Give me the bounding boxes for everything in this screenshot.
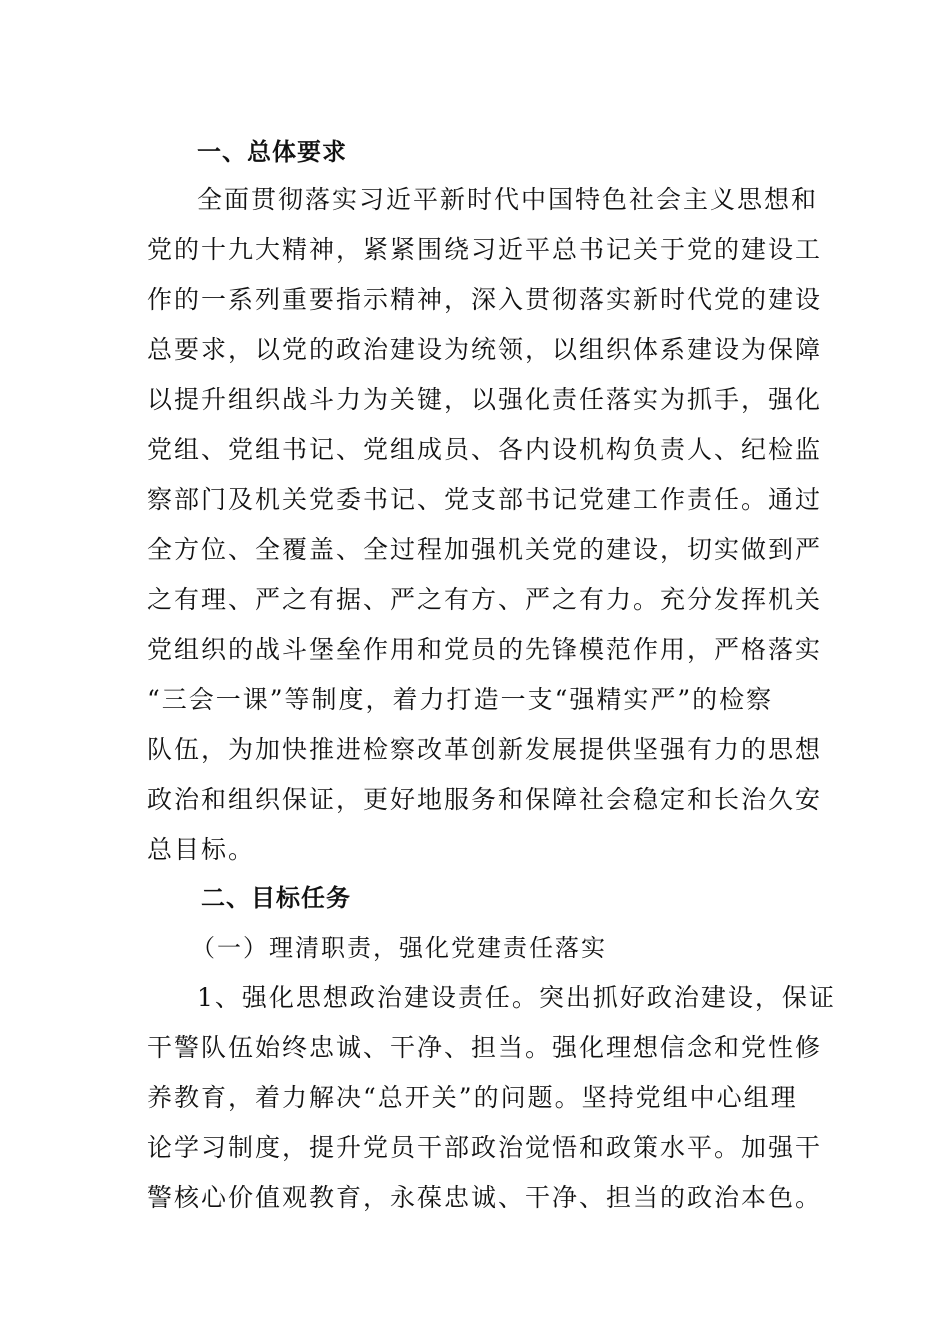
paragraph-line: 党组织的战斗堡垒作用和党员的先锋模范作用，严格落实 [147,635,823,664]
paragraph-line: 党组、党组书记、党组成员、各内设机构负责人、纪检监 [147,435,823,464]
section-heading-overall-requirements: 一、总体要求 [197,138,347,166]
section-heading-goals-tasks: 二、目标任务 [201,884,351,912]
paragraph-line: 之有理、严之有据、严之有方、严之有力。充分发挥机关 [147,585,823,614]
subsection-heading: （一）理清职责，强化党建责任落实 [191,934,607,962]
paragraph-line: 干警队伍始终忠诚、干净、担当。强化理想信念和党性修 [147,1033,823,1062]
paragraph-line: 政治和组织保证，更好地服务和保障社会稳定和长治久安 [147,785,823,814]
paragraph-line: 养教育，着力解决“总开关”的问题。坚持党组中心组理 [147,1083,798,1112]
paragraph-line: 以提升组织战斗力为关键，以强化责任落实为抓手，强化 [147,385,823,414]
paragraph-line: 察部门及机关党委书记、党支部书记党建工作责任。通过 [147,485,823,514]
paragraph-line: 总目标。 [147,835,256,864]
paragraph-line: “三会一课”等制度，着力打造一支“强精实严”的检察 [147,685,774,714]
paragraph-line: 总要求，以党的政治建设为统领，以组织体系建设为保障 [147,335,823,364]
paragraph-line: 队伍，为加快推进检察改革创新发展提供坚强有力的思想 [147,735,823,764]
paragraph-line: 警核心价值观教育，永葆忠诚、干净、担当的政治本色。 [147,1183,823,1212]
paragraph-line: 论学习制度，提升党员干部政治觉悟和政策水平。加强干 [147,1133,823,1162]
paragraph-line: 全方位、全覆盖、全过程加强机关党的建设，切实做到严 [147,535,823,564]
paragraph-line: 作的一系列重要指示精神，深入贯彻落实新时代党的建设 [147,285,823,314]
paragraph-line: 1、强化思想政治建设责任。突出抓好政治建设，保证 [197,983,836,1012]
paragraph-line: 党的十九大精神，紧紧围绕习近平总书记关于党的建设工 [147,235,823,264]
paragraph-line: 全面贯彻落实习近平新时代中国特色社会主义思想和 [197,185,819,214]
